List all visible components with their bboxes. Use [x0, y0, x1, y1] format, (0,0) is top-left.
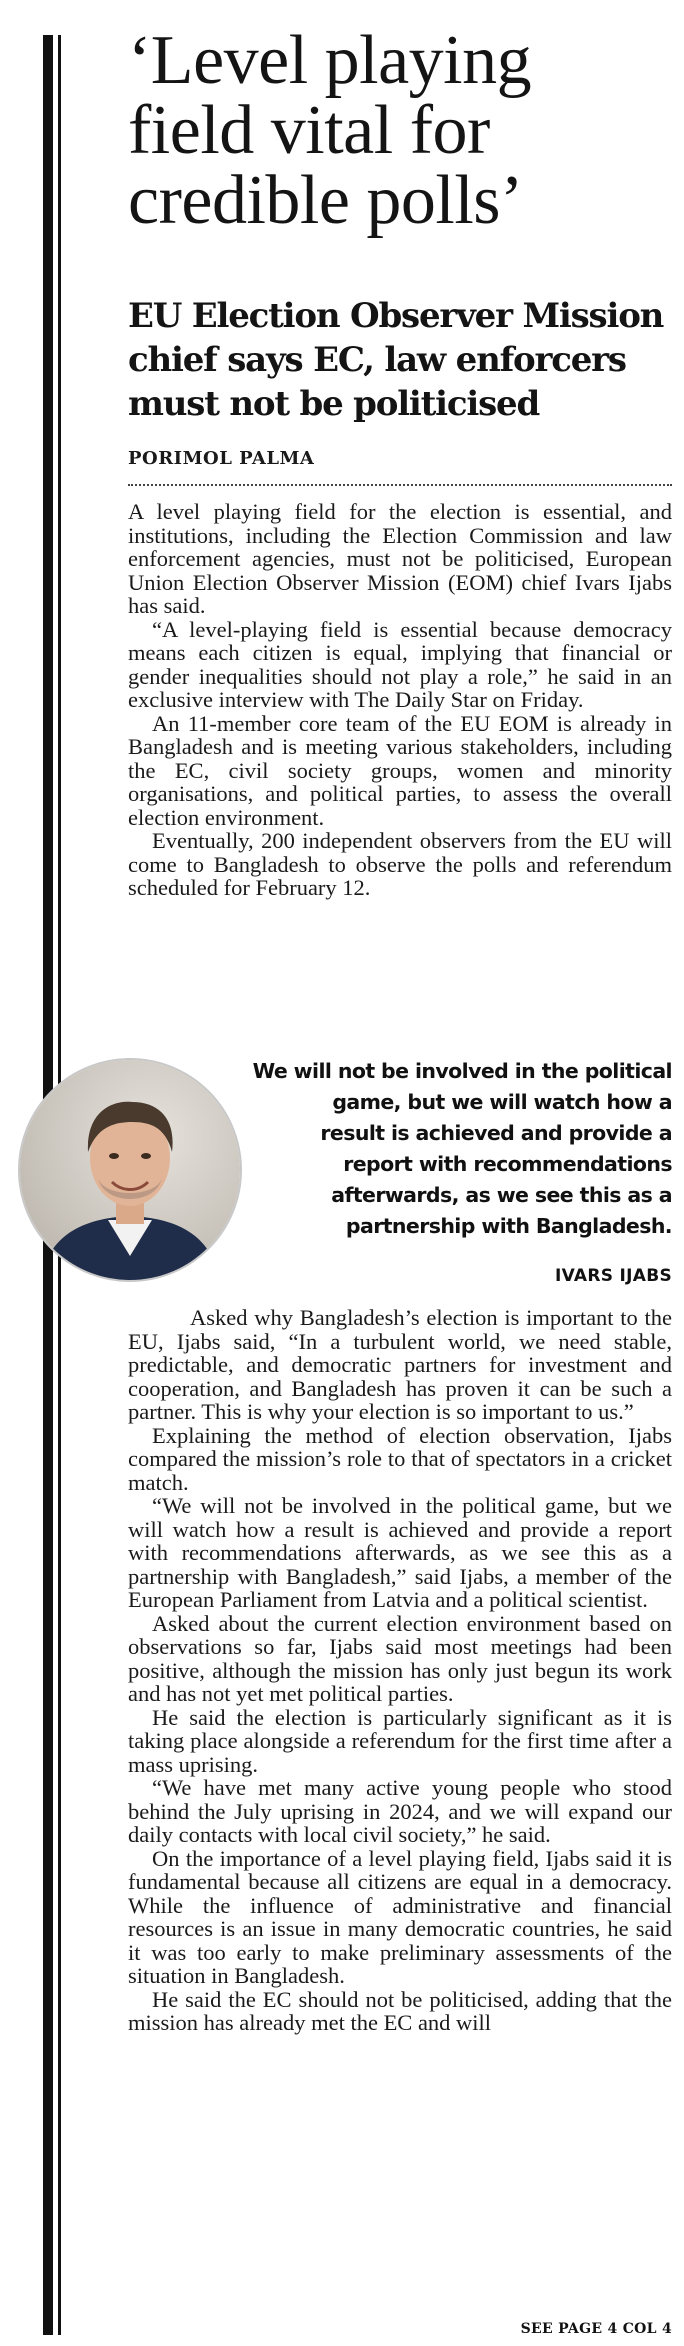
pull-quote-line: partnership with Bangladesh.	[345, 1214, 672, 1238]
subheadline-line: chief says EC, law enforcers	[128, 340, 626, 380]
headline	[128, 22, 672, 239]
pull-quote-line: game, but we will watch how a	[332, 1090, 672, 1114]
pull-quote-line: We will not be involved in the political	[252, 1059, 672, 1083]
article-paragraph: “A level-playing field is essential because democracy means each citizen is equal, implying that financial or gender inequalities should not play a role,” he said in an exclusive interview with The Daily Star on Friday.	[128, 616, 672, 712]
article-body-bottom	[128, 1306, 672, 2035]
pull-quote-attribution: IVARS IJABS	[554, 1266, 672, 1286]
article-paragraph: He said the election is particularly significant as it is taking place alongside a referendum for the first time after a mass uprising.	[128, 1704, 672, 1777]
continuation-jump-line[interactable]: SEE PAGE 4 COL 4	[520, 2321, 672, 2337]
article-paragraph: An 11-member core team of the EU EOM is already in Bangladesh and is meeting various stakeholders, including the EC, civil society groups, women and minority organisations, and political parties, to assess the overall election environment.	[128, 710, 672, 830]
byline: PORIMOL PALMA	[128, 448, 315, 469]
pull-quote-line: result is achieved and provide a	[320, 1121, 672, 1145]
article-paragraph: A level playing field for the election is essential, and institutions, including the Election Commission and law enforcement agencies, must not be politicised, European Union Election Observer Mission (EOM) chief Ivars Ijabs has said.	[128, 499, 672, 618]
subheadline-line: must not be politicised	[128, 384, 540, 424]
portrait-photo	[18, 1058, 242, 1282]
portrait-illustration	[20, 1060, 240, 1280]
headline-line: credible polls’	[128, 162, 523, 239]
pull-quote	[212, 1056, 672, 1242]
article-paragraph: “We have met many active young people who stood behind the July uprising in 2024, and we will expand our daily contacts with local civil society,” he said.	[128, 1775, 672, 1847]
article-paragraph: “We will not be involved in the political game, but we will watch how a result is achieved and provide a report with recommendations afterwards, as we see this as a partnership with Bangladesh,” said Ijabs, a member of the European Parliament from Latvia and a political scientist.	[128, 1493, 672, 1612]
article-paragraph: Explaining the method of election observation, Ijabs compared the mission’s role to that of spectators in a cricket match.	[128, 1422, 672, 1495]
subheadline-line: EU Election Observer Mission	[128, 296, 664, 336]
headline-line: field vital for	[128, 92, 490, 169]
article-paragraph: Asked why Bangladesh’s election is important to the EU, Ijabs said, “In a turbulent world, we need stable, predictable, and democratic partners for investment and cooperation, and Bangladesh has proven it can be such a partner. This is why your election is so important to us.”	[128, 1305, 672, 1424]
article-paragraph: He said the EC should not be politicised, adding that the mission has already met the EC and will	[128, 1986, 672, 2035]
subheadline	[128, 294, 672, 426]
pull-quote-line: afterwards, as we see this as a	[331, 1183, 672, 1207]
article-paragraph: On the importance of a level playing field, Ijabs said it is fundamental because all citizens are equal in a democracy. While the influence of administrative and financial resources is an issue in many democratic countries, he said it was too early to make preliminary assessments of the situation in Bangladesh.	[128, 1845, 672, 1988]
pull-quote-line: report with recommendations	[343, 1152, 672, 1176]
byline-divider	[128, 484, 672, 486]
article-paragraph: Eventually, 200 independent observers from the EU will come to Bangladesh to observe the polls and referendum scheduled for February 12.	[128, 828, 672, 900]
article-paragraph: Asked about the current election environment based on observations so far, Ijabs said most meetings had been positive, although the mission has only just begun its work and has not yet met political parties.	[128, 1610, 672, 1706]
headline-line: ‘Level playing	[128, 22, 532, 99]
article-body-top	[128, 500, 672, 900]
